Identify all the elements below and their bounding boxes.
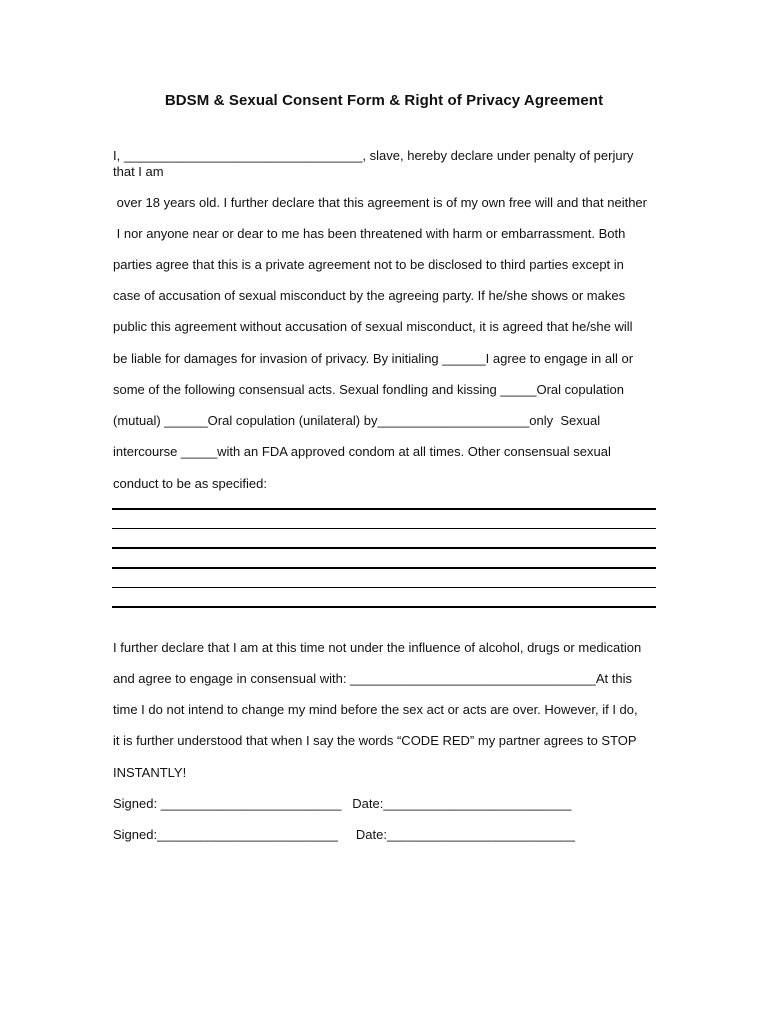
blank-line[interactable] xyxy=(112,528,656,529)
form-title: BDSM & Sexual Consent Form & Right of Privacy Agreement xyxy=(164,92,604,109)
body-line: over 18 years old. I further declare that this agreement is of my own free will and that neither xyxy=(113,195,647,210)
blank-line[interactable] xyxy=(112,567,656,569)
blank-line[interactable] xyxy=(112,547,656,549)
body-line: I further declare that I am at this time not under the influence of alcohol, drugs or medication xyxy=(113,640,642,655)
signature-line[interactable]: Signed: _________________________ Date:__________________________ xyxy=(113,796,572,811)
body-line: be liable for damages for invasion of privacy. By initialing ______I agree to engage in all or xyxy=(113,351,634,366)
body-line: time I do not intend to change my mind before the sex act or acts are over. However, if I do, xyxy=(113,702,638,717)
body-line: it is further understood that when I say the words “CODE RED” my partner agrees to STOP xyxy=(113,733,637,748)
blank-line[interactable] xyxy=(112,606,656,608)
body-line: I nor anyone near or dear to me has been threatened with harm or embarrassment. Both xyxy=(113,226,626,241)
body-line: some of the following consensual acts. Sexual fondling and kissing _____Oral copulation xyxy=(113,382,624,397)
body-line: I, _________________________________, slave, hereby declare under penalty of perjury xyxy=(113,148,634,163)
body-line: parties agree that this is a private agreement not to be disclosed to third parties except in xyxy=(113,257,624,272)
body-line: intercourse _____with an FDA approved condom at all times. Other consensual sexual xyxy=(113,444,611,459)
signature-line[interactable]: Signed:_________________________ Date:__________________________ xyxy=(113,827,575,842)
body-line: (mutual) ______Oral copulation (unilateral) by_____________________only Sexual xyxy=(113,413,601,428)
body-line: that I am xyxy=(113,164,164,179)
body-line: conduct to be as specified: xyxy=(113,476,267,491)
body-line: case of accusation of sexual misconduct by the agreeing party. If he/she shows or makes xyxy=(113,288,626,303)
body-line: and agree to engage in consensual with: __________________________________At this xyxy=(113,671,633,686)
body-line: public this agreement without accusation of sexual misconduct, it is agreed that he/she will xyxy=(113,319,633,334)
blank-line[interactable] xyxy=(112,587,656,588)
body-line: INSTANTLY! xyxy=(113,765,187,780)
blank-line[interactable] xyxy=(112,508,656,510)
